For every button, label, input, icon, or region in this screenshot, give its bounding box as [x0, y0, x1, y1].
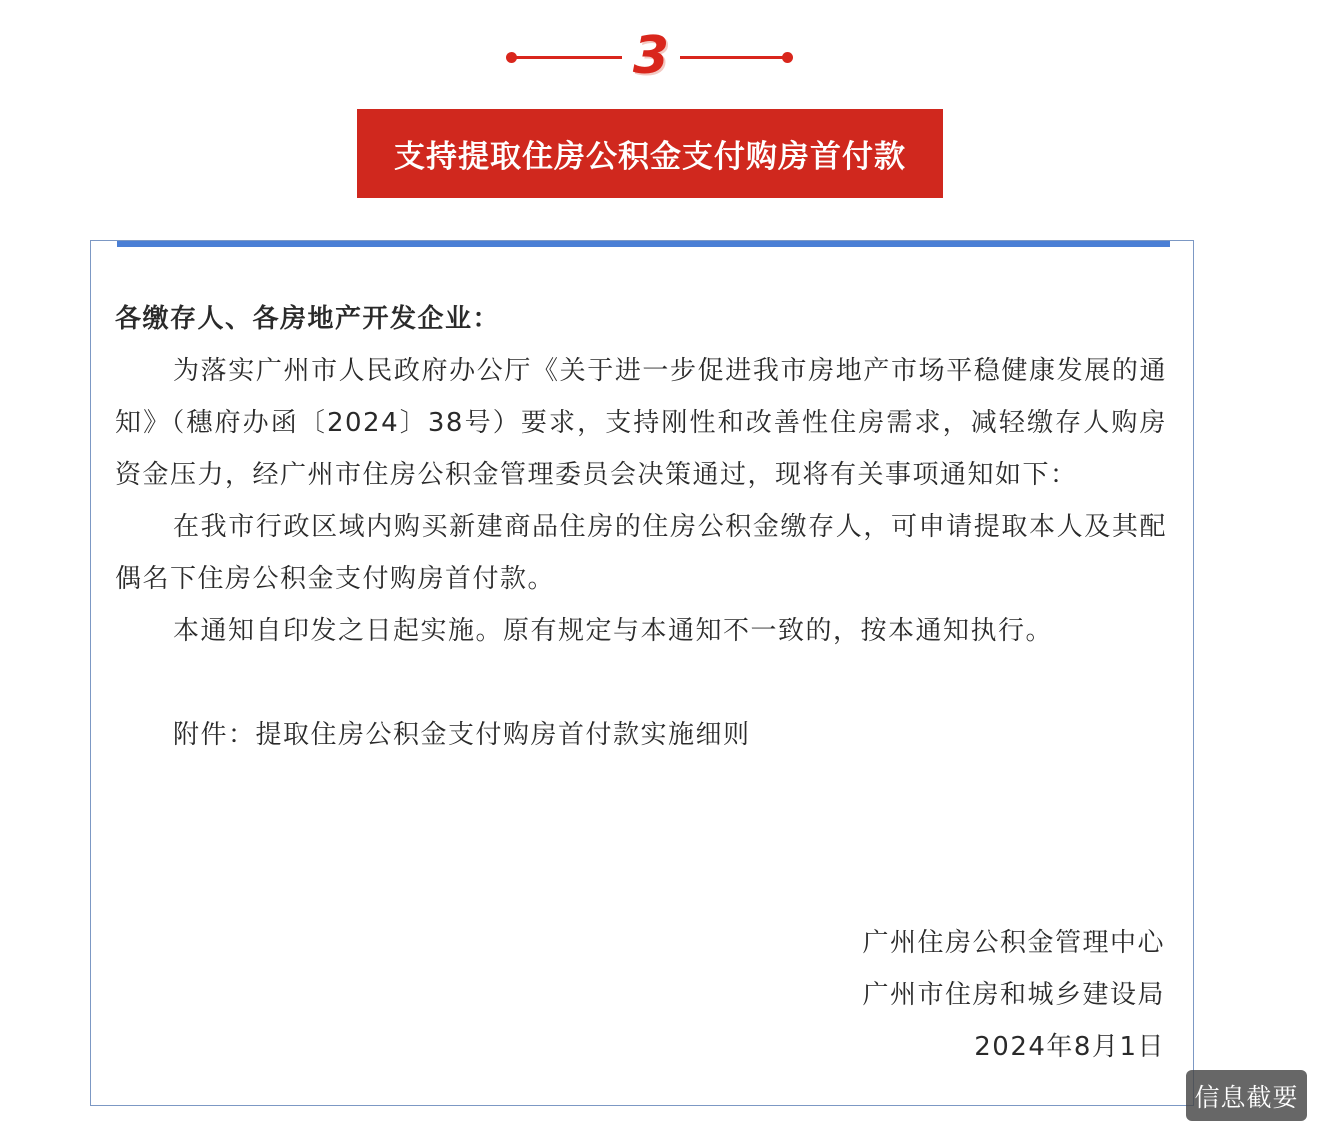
notice-paragraph-3: 本通知自印发之日起实施。原有规定与本通知不一致的，按本通知执行。 [173, 616, 1054, 646]
notice-paragraph-1: 为落实广州市人民政府办公厅《关于进一步促进我市房地产市场平稳健康发展的通知》（穗府办函〔2024〕38号）要求，支持刚性和改善性住房需求，减轻缴存人购房资金压力，经广州市住房公积金管理委员会决策通过，现将有关事项通知如下： [115, 356, 1167, 490]
right-line-ornament [680, 56, 788, 59]
section-title-banner [357, 109, 943, 198]
notice-top-bar [117, 241, 1170, 247]
notice-body [115, 293, 1167, 761]
section-number: 3 [632, 26, 670, 86]
signature-org-1: 广州住房公积金管理中心 [862, 928, 1165, 958]
notice-attachment: 附件：提取住房公积金支付购房首付款实施细则 [173, 720, 751, 750]
watermark-badge [1186, 1070, 1307, 1121]
watermark-label: 信息截要 [1194, 1082, 1299, 1112]
notice-box [90, 240, 1194, 1106]
notice-signature [862, 917, 1165, 1073]
right-dot-ornament [782, 52, 793, 63]
signature-org-2: 广州市住房和城乡建设局 [862, 980, 1165, 1010]
signature-date: 2024年8月1日 [974, 1032, 1165, 1062]
left-line-ornament [512, 56, 622, 59]
notice-paragraph-2: 在我市行政区域内购买新建商品住房的住房公积金缴存人，可申请提取本人及其配偶名下住房公积金支付购房首付款。 [115, 512, 1167, 594]
notice-salutation: 各缴存人、各房地产开发企业： [115, 304, 501, 334]
section-number-header [0, 14, 1300, 86]
section-title: 支持提取住房公积金支付购房首付款 [394, 139, 906, 175]
